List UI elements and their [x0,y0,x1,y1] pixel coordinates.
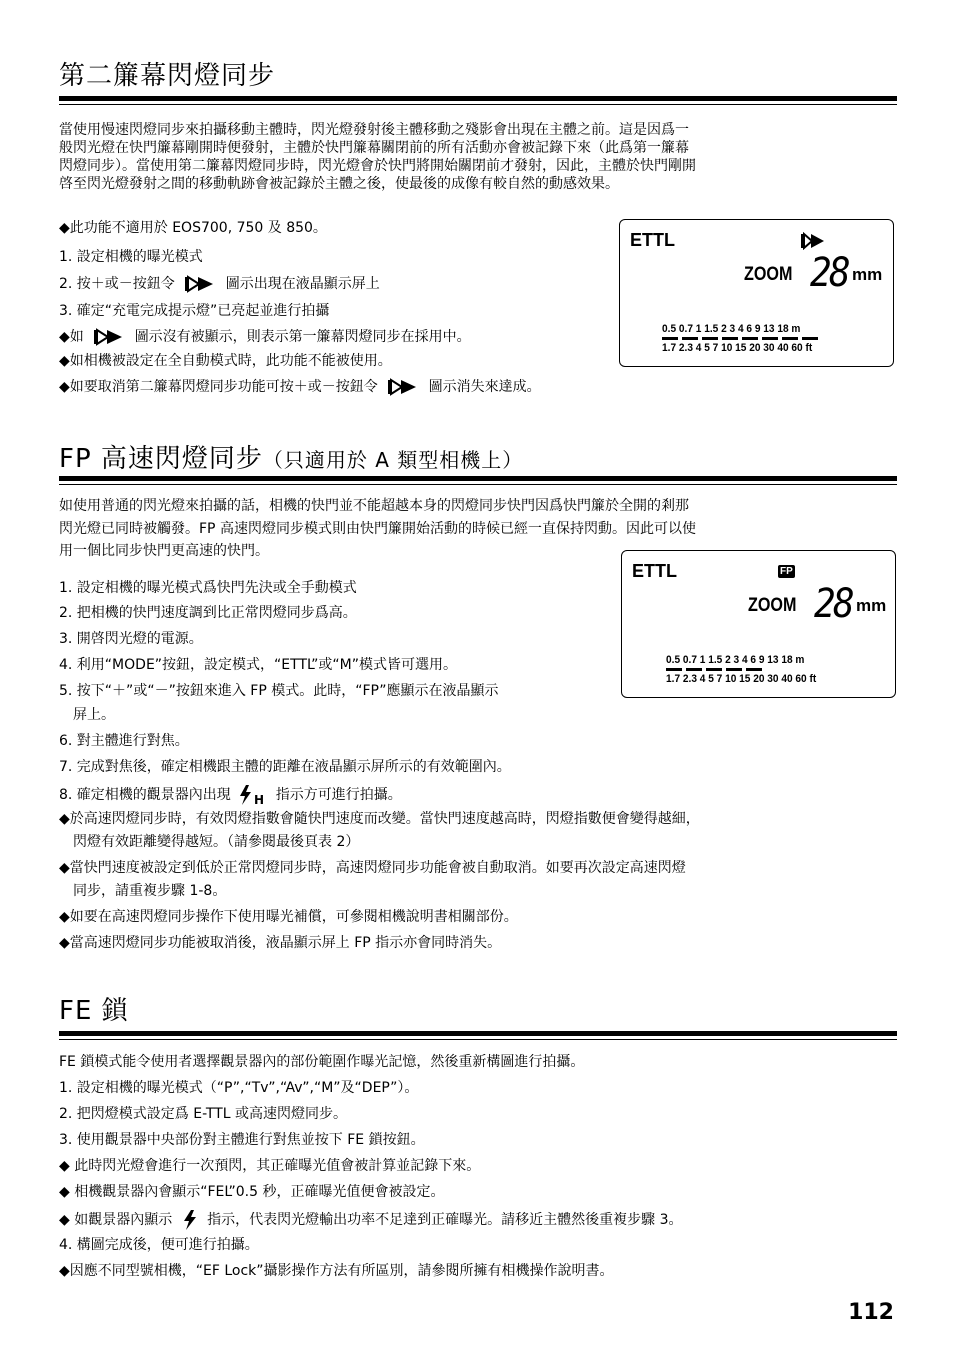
fe-step-4: 4. 構圖完成後，便可進行拍攝。 [59,1237,259,1253]
fe-bullet-1: ◆ 此時閃光燈會進行一次預閃，其正確曝光值會被計算並記錄下來。 [59,1158,481,1174]
bullet-1 [59,328,471,346]
lcd-scale-ft: 1.7 2.3 4 5 7 10 15 20 30 40 60 ft [662,342,813,354]
fe-step-1: 1. 設定相機的曝光模式（“P”,“Tv”,“Av”,“M”及“DEP”）。 [59,1080,419,1096]
title-rule-thick [59,1031,897,1036]
bullet-1-text-b: 圖示沒有被顯示，則表示第一簾幕閃燈同步在採用中。 [134,329,471,345]
title-rule-thin [59,104,897,105]
fp-step-8 [59,784,402,806]
flash-bolt-icon [181,1209,199,1231]
section-title-fp-text: FP 高速閃燈同步 [59,444,263,474]
fe-step-3: 3. 使用觀景器中央部份對主體進行對焦並按下 FE 鎖按鈕。 [59,1132,425,1148]
lcd-panel-fp [621,550,896,698]
title-rule-thin [59,1039,897,1040]
lcd-zoom-value: 28 [814,581,852,627]
second-curtain-icon [183,275,217,293]
fp-step-4: 4. 利用“MODE”按鈕，設定模式，“ETTL”或“M”模式皆可選用。 [59,657,457,673]
lcd-zoom-label: ZOOM [748,595,797,616]
lcd-range-bars [662,336,832,342]
fp-step-7: 7. 完成對焦後，確定相機跟主體的距離在液晶顯示屏所示的有效範圍內。 [59,759,511,775]
para-line: 啓至閃光燈發射之間的移動軌跡會被記錄於主體之後，使最後的成像有較自然的動感效果。 [59,176,619,192]
lcd-panel-second-curtain [619,219,894,367]
fe-step-2: 2. 把閃燈模式設定爲 E-TTL 或高速閃燈同步。 [59,1106,347,1122]
fe-bullet-3-text-b: 指示，代表閃光燈輸出功率不足達到正確曝光。請移近主體然後重複步驟 3。 [207,1212,683,1228]
section-title-fp [59,438,523,475]
bullet-3 [59,378,541,396]
fe-bullet-3 [59,1209,682,1231]
fe-line-intro: FE 鎖模式能令使用者選擇觀景器內的部份範圍作曝光記憶，然後重新構圖進行拍攝。 [59,1054,585,1070]
step-2-text-b: 圖示出現在液晶顯示屏上 [225,276,380,292]
step-2-text: 2. 按＋或－按鈕令 [59,276,175,292]
section-title-fp-sub: （只適用於 A 類型相機上） [262,448,524,472]
fp-bullet-2: ◆當快門速度被設定到低於正常閃燈同步時，高速閃燈同步功能會被自動取消。如要再次設定高速閃燈 [59,860,686,876]
fp-bullet-1: ◆於高速閃燈同步時，有效閃燈指數會隨快門速度而改變。當快門速度越高時，閃燈指數便會變得越細， [59,811,700,827]
fp-step-8-text: 8. 確定相機的觀景器內出現 [59,787,231,803]
note-models: ◆此功能不適用於 EOS700, 750 及 850。 [59,220,327,236]
section-title-fe-lock: FE 鎖 [59,996,129,1026]
fp-bullet-1-cont: 閃燈有效距離變得越短。（請參閱最後頁表 2） [59,834,360,850]
fp-step-6: 6. 對主體進行對焦。 [59,733,189,749]
svg-text:H: H [254,793,265,806]
step-2 [59,275,380,293]
title-rule-thick [59,96,897,101]
intro-paragraph-1 [59,121,899,193]
step-1: 1. 設定相機的曝光模式 [59,249,203,265]
fp-step-2: 2. 把相機的快門速度調到比正常閃燈同步爲高。 [59,605,357,621]
lcd-mode: ETTL [632,561,677,581]
bullet-1-text: ◆如 [59,329,84,345]
lcd-mode: ETTL [630,230,675,250]
para-line: 當使用慢速閃燈同步來拍攝移動主體時，閃光燈發射後主體移動之殘影會出現在主體之前。這是因爲一 [59,122,689,138]
lcd-zoom-unit: mm [852,265,883,284]
lcd-fp-badge: FP [780,566,793,577]
fp-step-5-cont: 屏上。 [59,707,115,723]
title-rule-thick [59,476,897,481]
lcd-scale-ft: 1.7 2.3 4 5 7 10 15 20 30 40 60 ft [666,673,817,685]
bullet-2: ◆如相機被設定在全自動模式時，此功能不能被使用。 [59,353,392,369]
fp-bullet-3: ◆如要在高速閃燈同步操作下使用曝光補償，可參閱相機說明書相關部份。 [59,909,518,925]
fp-step-8-text-b: 指示方可進行拍攝。 [275,787,402,803]
para-line: 閃光燈已同時被觸發。FP 高速閃燈同步模式則由快門簾開始活動的時候已經一直保持閃動。因此可以使 [59,521,696,537]
title-rule-thin [59,484,897,485]
lcd-zoom-value: 28 [810,250,848,296]
lcd-scale-m: 0.5 0.7 1 1.5 2 3 4 6 9 13 18 m [666,654,805,666]
lcd-range-bars [666,667,766,673]
fe-bullet-2: ◆ 相機觀景器內會顯示“FEL”0.5 秒，正確曝光值便會被設定。 [59,1184,445,1200]
lcd-scale-m: 0.5 0.7 1 1.5 2 3 4 6 9 13 18 m [662,323,801,335]
second-curtain-icon [92,328,126,346]
high-speed-flash-icon [238,784,268,806]
para-line: 般閃光燈在快門簾幕剛開時便發射，主體於快門簾幕關閉前的所有活動亦會被記錄下來（此爲第一簾幕 [59,140,689,156]
second-curtain-icon [386,378,420,396]
section-title-second-curtain: 第二簾幕閃燈同步 [59,61,276,91]
fp-step-3: 3. 開啓閃光燈的電源。 [59,631,203,647]
step-3: 3. 確定“充電完成提示燈”已亮起並進行拍攝 [59,303,330,319]
bullet-3-text: ◆如要取消第二簾幕閃燈同步功能可按＋或－按鈕令 [59,379,378,395]
bullet-3-text-b: 圖示消失來達成。 [428,379,541,395]
lcd-second-curtain-icon [800,232,826,250]
para-line: 閃燈同步）。當使用第二簾幕閃燈同步時，閃光燈會於快門將開始關閉前才發射，因此，主體於快門剛開 [59,158,696,174]
fp-bullet-4: ◆當高速閃燈同步功能被取消後，液晶顯示屏上 FP 指示亦會同時消失。 [59,935,502,951]
fp-bullet-2-cont: 同步，請重複步驟 1-8。 [59,883,227,899]
fe-bullet-last: ◆因應不同型號相機，“EF Lock”攝影操作方法有所區別，請參閱所擁有相機操作說明書。 [59,1263,614,1279]
lcd-zoom-label: ZOOM [744,264,793,285]
para-line: 如使用普通的閃光燈來拍攝的話，相機的快門並不能超越本身的閃燈同步快門因爲快門簾於全開的剎那 [59,498,689,514]
page-number: 112 [848,1300,894,1325]
lcd-zoom-unit: mm [856,596,887,615]
para-line: 用一個比同步快門更高速的快門。 [59,543,269,559]
fe-bullet-3-text: ◆ 如觀景器內顯示 [59,1212,173,1228]
fp-step-5: 5. 按下“＋”或“－”按鈕來進入 FP 模式。此時，“FP”應顯示在液晶顯示 [59,683,499,699]
fp-step-1: 1. 設定相機的曝光模式爲快門先決或全手動模式 [59,580,357,596]
